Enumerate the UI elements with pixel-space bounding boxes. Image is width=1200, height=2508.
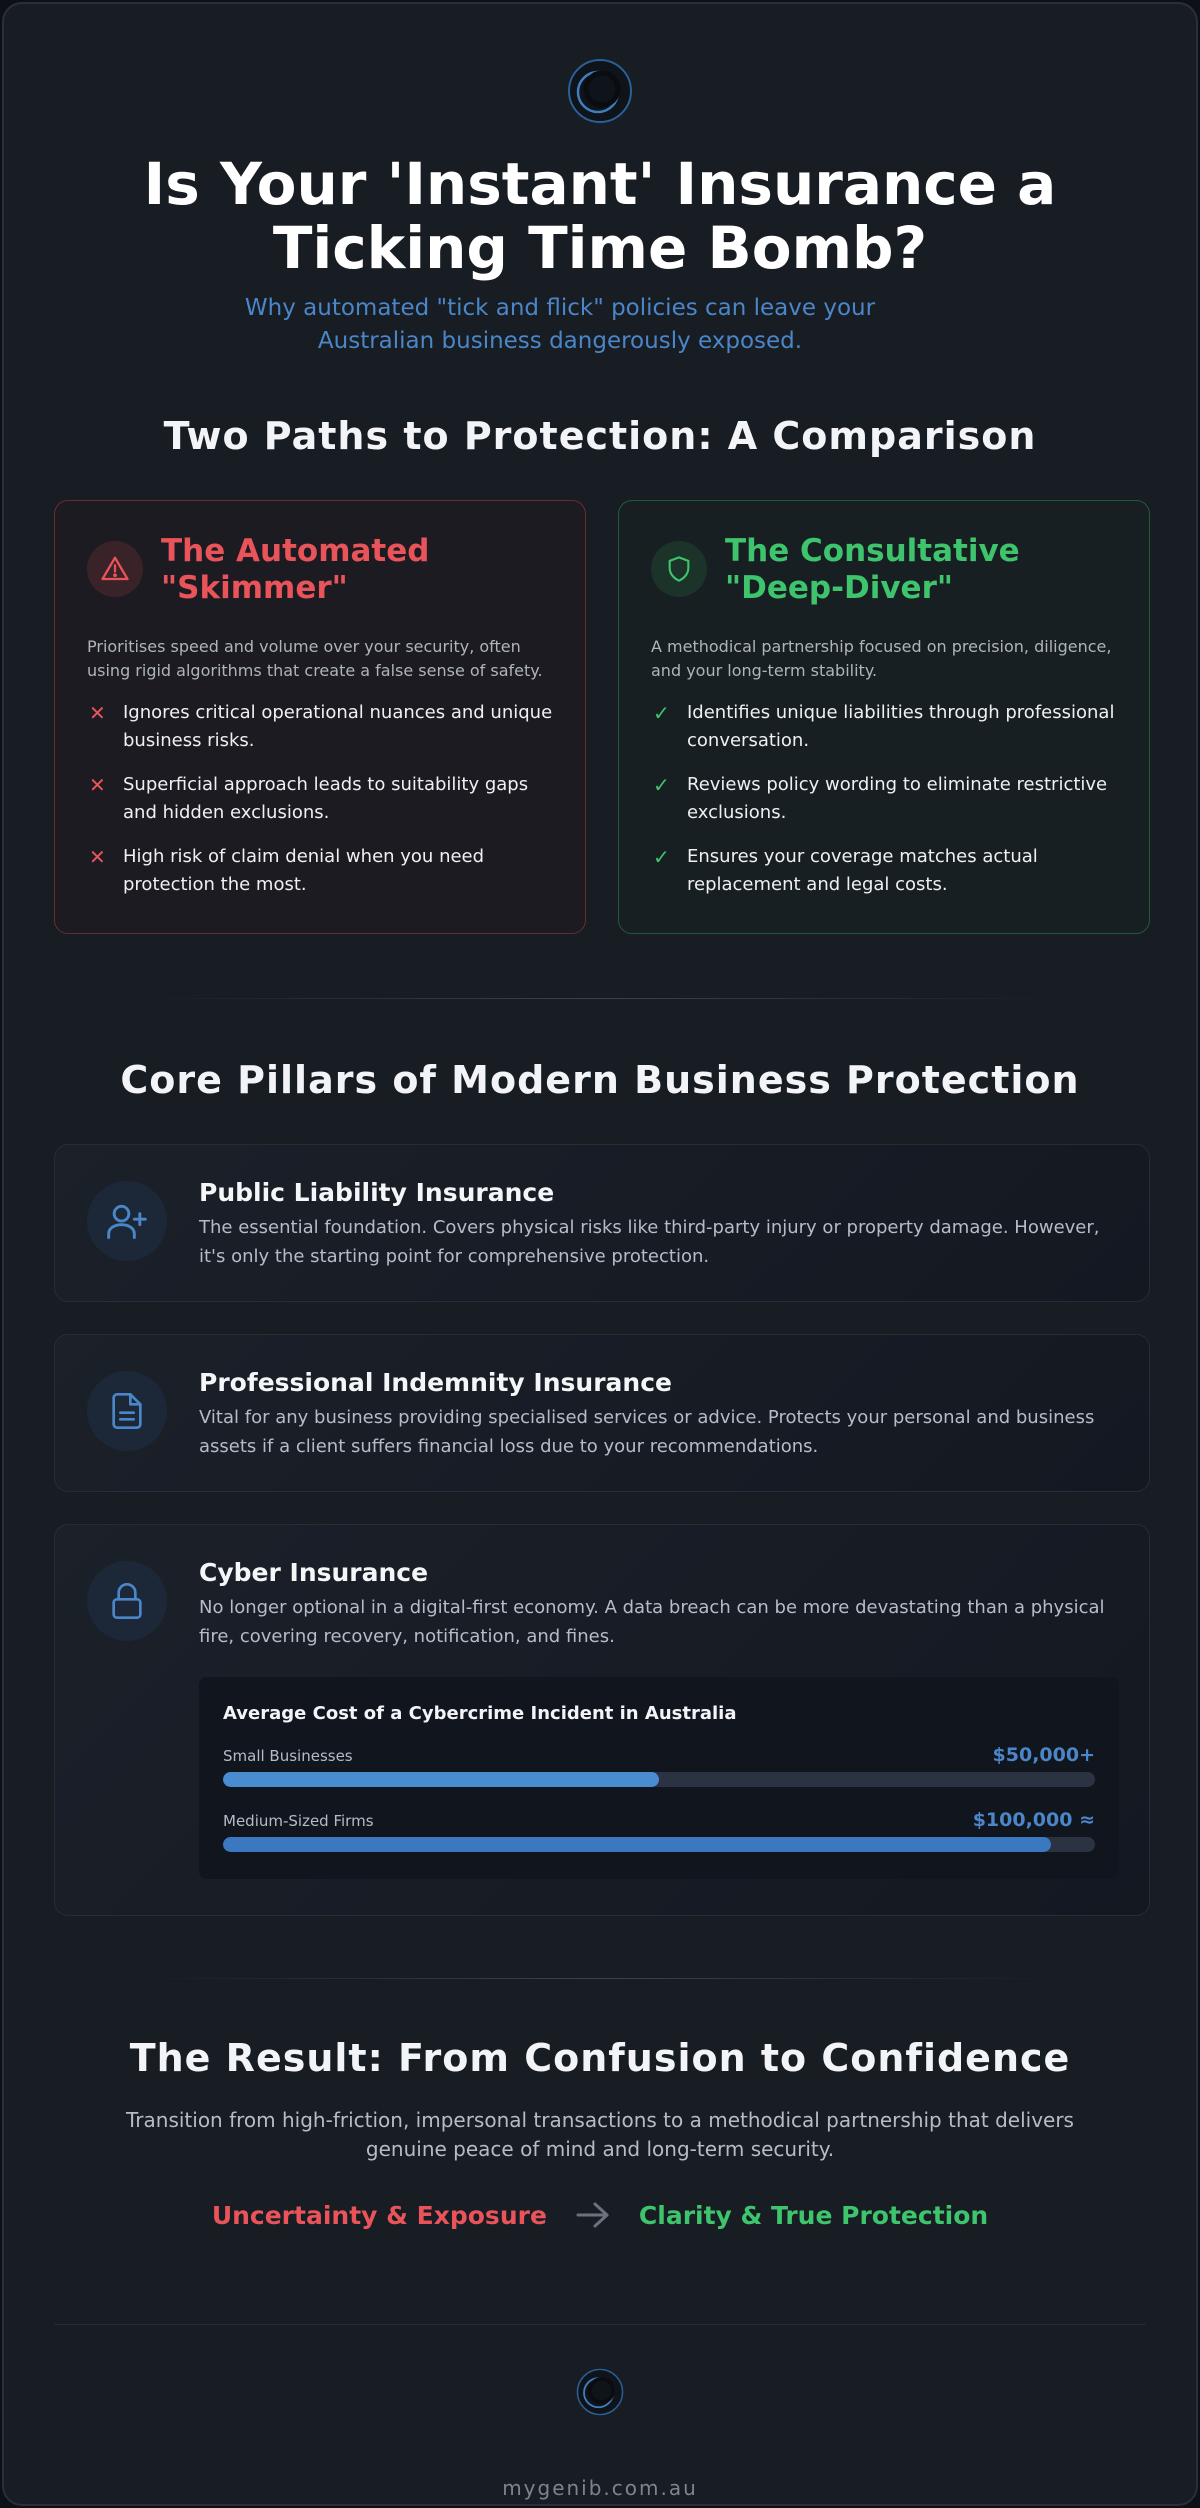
pillar-title: Cyber Insurance [199, 1558, 429, 1587]
cost-bar-value: $50,000+ [992, 1744, 1095, 1766]
pillars-title: Core Pillars of Modern Business Protection [120, 1058, 1080, 1102]
skimmer-description: Prioritises speed and volume over your security, often using rigid algorithms that create a false sense of safety. [87, 637, 543, 680]
footer-divider [54, 2324, 1146, 2325]
pillar-description: The essential foundation. Covers physical risks like third-party injury or property damage. However, it's only the starting point for comprehensive protection. [199, 1217, 1100, 1267]
pillar-title: Public Liability Insurance [199, 1178, 555, 1207]
skimmer-card [54, 500, 586, 934]
list-item: ✕ Superficial approach leads to suitability gaps and hidden exclusions. [87, 771, 553, 827]
check-icon: ✓ [653, 701, 670, 725]
result-text: Transition from high-friction, impersonal transactions to a methodical partnership that delivers genuine peace of mind and long-term security. [126, 2108, 1074, 2161]
footer-logo [576, 2368, 624, 2416]
cyber-cost-panel [199, 1677, 1119, 1879]
cost-bar-fill [223, 1772, 659, 1787]
result-title: The Result: From Confusion to Confidence [129, 2036, 1071, 2080]
list-item: ✓ Reviews policy wording to eliminate restrictive exclusions. [651, 771, 1117, 827]
document-icon [87, 1371, 167, 1451]
skimmer-list [87, 699, 553, 899]
page-title-line1: Is Your 'Instant' Insurance a [143, 150, 1057, 218]
list-item: ✕ Ignores critical operational nuances and unique business risks. [87, 699, 553, 755]
deep-diver-title: The Consultative "Deep-Diver" [725, 533, 1020, 606]
cost-bar-label: Small Businesses [223, 1747, 353, 1765]
cost-bar-row [223, 1744, 1095, 1787]
transition-to: Clarity & True Protection [638, 2200, 989, 2230]
cost-bar-track [223, 1837, 1095, 1852]
transition-from: Uncertainty & Exposure [211, 2200, 547, 2230]
pillar-description: No longer optional in a digital-first economy. A data breach can be more devastating than a physical fire, covering recovery, notification, and fines. [199, 1597, 1105, 1647]
cross-icon: ✕ [89, 845, 106, 869]
deep-diver-list [651, 699, 1117, 899]
cost-bar-fill [223, 1837, 1051, 1852]
user-plus-icon [87, 1181, 167, 1261]
lock-icon [87, 1561, 167, 1641]
list-item: ✕ High risk of claim denial when you need protection the most. [87, 843, 553, 899]
pillar-description: Vital for any business providing specialised services or advice. Protects your personal and business assets if a client suffers financial loss due to your recommendations. [199, 1407, 1095, 1457]
check-icon: ✓ [653, 845, 670, 869]
pillar-professional-indemnity [54, 1334, 1150, 1492]
comparison-title: Two Paths to Protection: A Comparison [163, 414, 1037, 458]
list-item: ✓ Ensures your coverage matches actual replacement and legal costs. [651, 843, 1117, 899]
deep-diver-description: A methodical partnership focused on precision, diligence, and your long-term stability. [651, 637, 1112, 680]
cost-bar-value: $100,000 ≈ [972, 1809, 1095, 1831]
page-title [4, 152, 1196, 280]
section-divider [134, 998, 1066, 999]
skimmer-title: The Automated "Skimmer" [161, 533, 430, 606]
cost-bar-row [223, 1809, 1095, 1852]
cross-icon: ✕ [89, 701, 106, 725]
page-title-line2: Ticking Time Bomb? [272, 214, 928, 282]
cost-bar-label: Medium-Sized Firms [223, 1812, 374, 1830]
check-icon: ✓ [653, 773, 670, 797]
cost-bar-track [223, 1772, 1095, 1787]
brand-logo [567, 58, 633, 124]
pillar-title: Professional Indemnity Insurance [199, 1368, 672, 1397]
list-item: ✓ Identifies unique liabilities through professional conversation. [651, 699, 1117, 755]
infographic-page [2, 2, 1198, 2506]
page-subtitle: Why automated "tick and flick" policies can leave your Australian business dangerously exposed. [244, 295, 876, 354]
transition-row [4, 2200, 1196, 2230]
section-divider [134, 1978, 1066, 1979]
deep-diver-card [618, 500, 1150, 934]
pillar-public-liability [54, 1144, 1150, 1302]
cross-icon: ✕ [89, 773, 106, 797]
pillar-cyber [54, 1524, 1150, 1916]
arrow-right-icon [575, 2200, 611, 2230]
footer-url[interactable]: mygenib.com.au [502, 2476, 698, 2500]
shield-icon [651, 541, 707, 597]
cyber-cost-title: Average Cost of a Cybercrime Incident in Australia [223, 1703, 737, 1724]
warning-triangle-icon [87, 541, 143, 597]
